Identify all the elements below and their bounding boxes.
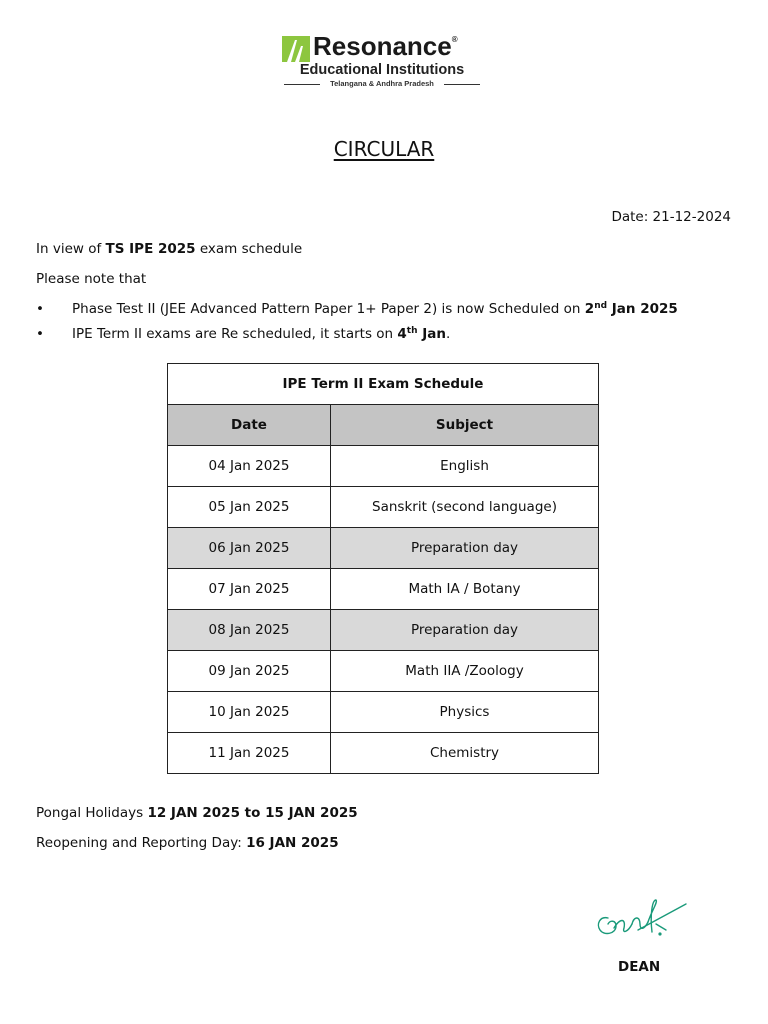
circular-date: Date: 21-12-2024 [611, 209, 731, 225]
dean-signature-icon [594, 896, 690, 944]
logo-region-text: Telangana & Andhra Pradesh [330, 79, 434, 88]
row-date: 04 Jan 2025 [168, 446, 331, 487]
table-row [168, 446, 599, 487]
reopening-date: 16 JAN 2025 [246, 835, 339, 851]
resonance-logo-mark-icon [282, 36, 310, 62]
intro-highlight: TS IPE 2025 [105, 241, 196, 257]
table-row [168, 487, 599, 528]
dean-label: DEAN [618, 959, 661, 975]
table-row [168, 651, 599, 692]
row-date: 10 Jan 2025 [168, 692, 331, 733]
row-date: 08 Jan 2025 [168, 610, 331, 651]
table-row [168, 733, 599, 774]
row-subject: English [331, 446, 599, 487]
row-date: 09 Jan 2025 [168, 651, 331, 692]
row-subject: Preparation day [331, 610, 599, 651]
column-header-date: Date [168, 405, 331, 446]
table-title-row [168, 364, 599, 405]
logo-region-row [282, 79, 482, 89]
pongal-holidays-line: Pongal Holidays 12 JAN 2025 to 15 JAN 2025 [36, 805, 358, 821]
table-row [168, 569, 599, 610]
reopening-line: Reopening and Reporting Day: 16 JAN 2025 [36, 835, 339, 851]
row-subject: Sanskrit (second language) [331, 487, 599, 528]
row-subject: Physics [331, 692, 599, 733]
row-date: 07 Jan 2025 [168, 569, 331, 610]
bullet-icon: • [36, 301, 44, 317]
exam-schedule-table [167, 363, 599, 774]
note-line: Please note that [36, 271, 147, 287]
table-header-row [168, 405, 599, 446]
logo-brand-text: Resonance® [313, 31, 458, 61]
table-title: IPE Term II Exam Schedule [168, 364, 599, 405]
row-date: 11 Jan 2025 [168, 733, 331, 774]
logo-institution-text: Educational Institutions [299, 62, 465, 78]
circular-title: CIRCULAR [333, 137, 435, 161]
row-subject: Chemistry [331, 733, 599, 774]
resonance-logo [282, 31, 488, 88]
table-row [168, 610, 599, 651]
row-subject: Preparation day [331, 528, 599, 569]
pongal-holidays-dates: 12 JAN 2025 to 15 JAN 2025 [147, 805, 358, 821]
intro-line: In view of TS IPE 2025 exam schedule [36, 241, 303, 257]
table-row [168, 692, 599, 733]
row-date: 05 Jan 2025 [168, 487, 331, 528]
row-date: 06 Jan 2025 [168, 528, 331, 569]
column-header-subject: Subject [331, 405, 599, 446]
row-subject: Math IIA /Zoology [331, 651, 599, 692]
row-subject: Math IA / Botany [331, 569, 599, 610]
table-row [168, 528, 599, 569]
bullet-icon: • [36, 326, 44, 342]
logo-rule-right [444, 84, 480, 85]
